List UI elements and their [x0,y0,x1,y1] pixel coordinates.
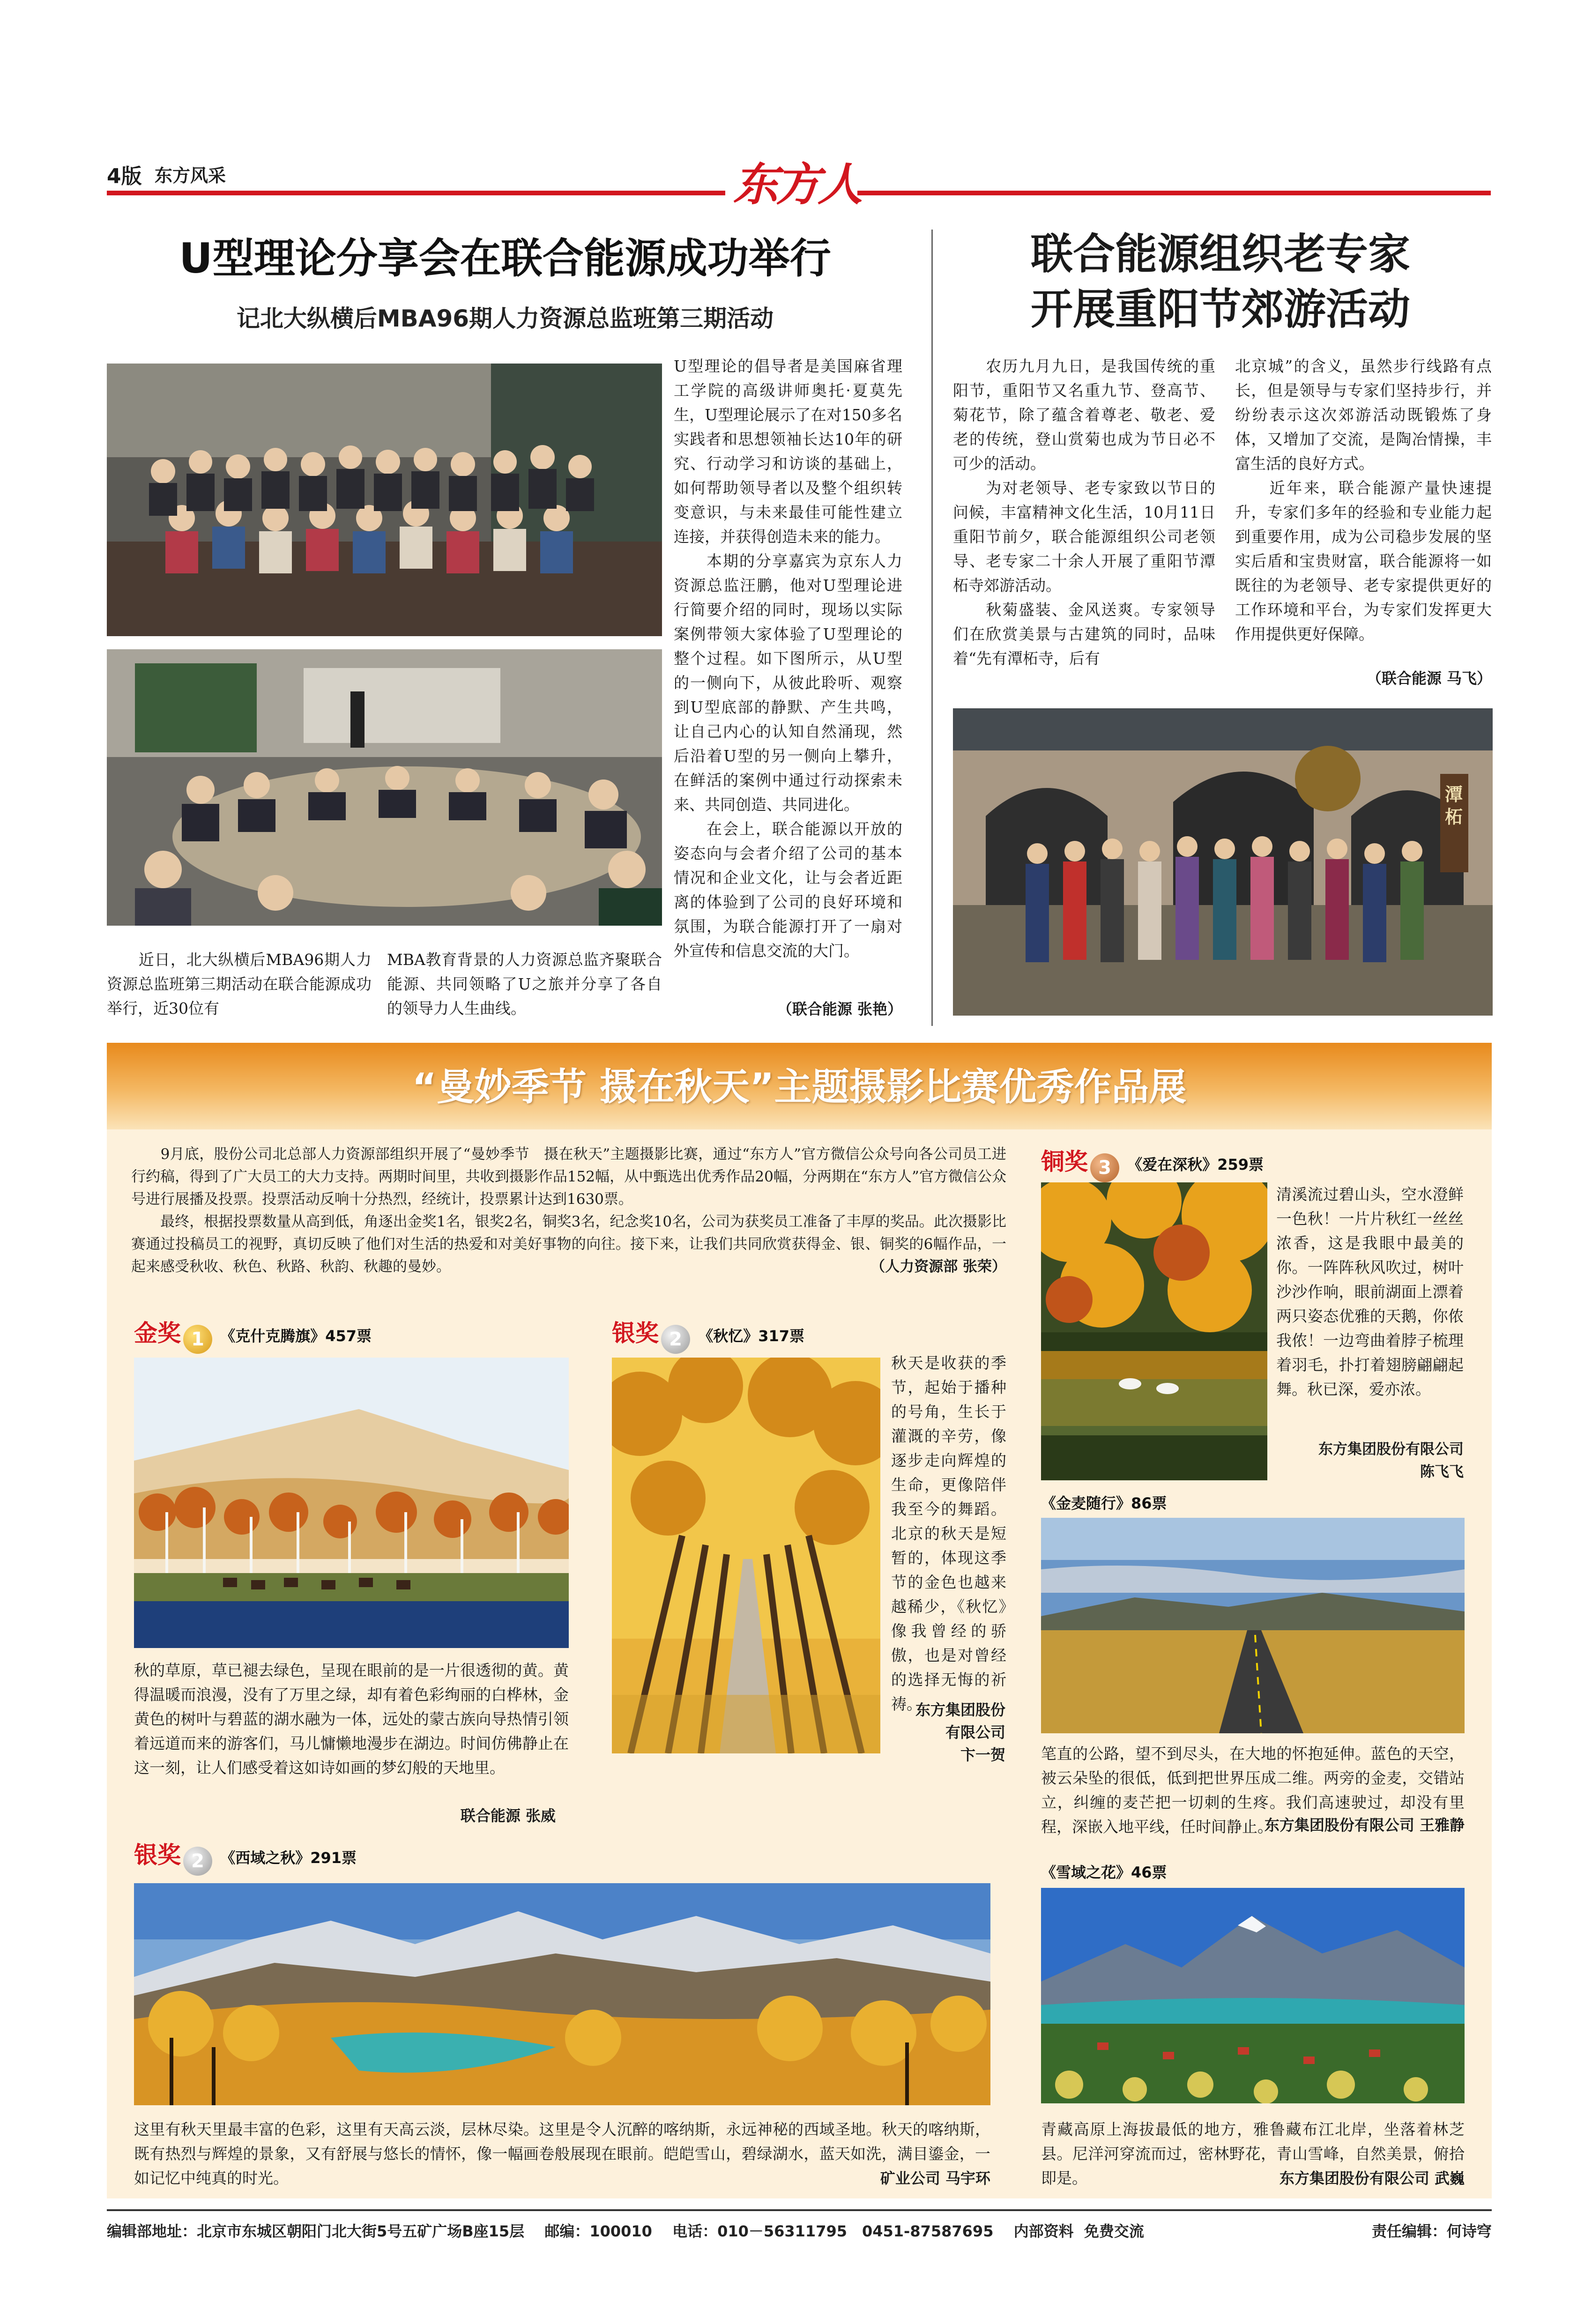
footer-rule [107,2209,1492,2211]
article2-title-line2: 开展重阳节郊游活动 [1031,285,1410,334]
meeting-photo [107,649,662,926]
article2-title-line1: 联合能源组织老专家 [1031,230,1410,279]
header-rule-left [107,191,725,195]
silver1-label: 银奖 [612,1320,659,1347]
contest-intro-byline: （人力资源部 张荣） [870,1258,1006,1275]
temple-sign-text: 潭柘 [1445,784,1463,827]
temple-group-photo [953,708,1493,1016]
contest-banner [107,1043,1492,1129]
silver2-award-heading [134,1836,357,1876]
bronze1-byline-line1: 东方集团股份有限公司 [1318,1441,1464,1458]
bronze3-description: 青藏高原上海拔最低的地方，雅鲁藏布江北岸，坐落着林芝县。尼洋河穿流而过，密林野花，青山雪峰，自然美景，俯拾即是。 [1041,2120,1465,2187]
column-divider [931,230,933,1026]
silver2-work-title: 《西域之秋》291票 [220,1849,357,1867]
contest-banner-title: “曼妙季节 摄在秋天”主题摄影比赛优秀作品展 [412,1065,1187,1109]
group-photo [107,364,662,636]
header-rule-right [857,191,1491,195]
bronze2-work-title: 《金麦随行》86票 [1041,1494,1167,1512]
bronze-medal-icon: 3 [1090,1153,1119,1182]
footer-editor: 责任编辑：何诗穹 [1371,2222,1492,2240]
silver1-photo-autumn-memory [612,1358,880,1753]
article1-right-column: U型理论的倡导者是美国麻省理工学院的高级讲师奥托·夏莫先生，U型理论展示了在对150多名实践者和思想领袖长达10年的研究、行动学习和访谈的基础上，如何帮助领导者以及整个组织转变意识，与未来最佳可能性建立连接，并获得创造未来的能力。 本期的分享嘉宾为京东人力资源总监汪鹏，他对U型理论进行简要介绍的同时，现场以实际案例带领大家体验了U型理论的整个过程。如下图所示，从U型的一侧向下，从彼此聆听、观察到U型底部的静默、产生共鸣，让自己内心的认知自然涌现，然后沿着U型的另一侧向上攀升，在鲜活的案例中通过行动探索未来、共同创造、共同进化。 在会上，联合能源以开放的姿态向与会者介绍了公司的基本情况和企业文化，让与会者近距离的体验到了公司的良好环境和氛围，为联合能源打开了一扇对外宣传和信息交流的大门。 [674,357,902,960]
article1-bottom-column-1: 近日，北大纵横后MBA96期人力资源总监班第三期活动在联合能源成功举行，近30位有 [107,950,372,1017]
article2-title [951,227,1490,337]
gold-label: 金奖 [134,1320,181,1347]
silver1-work-title: 《秋忆》317票 [698,1327,804,1345]
gold-work-title: 《克什克腾旗》457票 [220,1327,372,1345]
gold-photo-hexigten [134,1358,569,1648]
contest-intro: 9月底，股份公司北总部人力资源部组织开展了“曼妙季节 摄在秋天”主题摄影比赛，通过“东方人”官方微信公众号向各公司员工进行约稿，得到了广大员工的大力支持。两期时间里，共收到摄影作品152幅，从中甄选出优秀作品20幅，分两期在“东方人”官方微信公众号进行展播及投票。投票活动反响十分热烈，经统计，投票累计达到1630票。 最终，根据投票数量从高到低，角逐出金奖1名，银奖2名，铜奖3名，纪念奖10名，公司为获奖员工准备了丰厚的奖品。此次摄影比赛通过投稿员工的视野，真切反映了他们对生活的热爱和对美好事物的向往。接下来，让我们共同欣赏获得金、银、铜奖的6幅作品，一起来感受秋收、秋色、秋路、秋韵、秋趣的曼妙。 [131,1146,1006,1275]
bronze2-photo-golden-wheat [1041,1518,1465,1733]
article1-byline: （联合能源 张艳） [777,1000,902,1018]
silver1-medal-icon: 2 [661,1325,690,1354]
bronze3-byline: 东方集团股份有限公司 武巍 [1279,2169,1465,2187]
article2-column-2: 北京城”的含义，虽然步行线路有点长，但是领导与专家们坚持步行，并纷纷表示这次郊游活动既锻炼了身体，又增加了交流，是陶冶情操，丰富生活的良好方式。 近年来，联合能源产量快速提升，专家们多年的经验和专业能力起到重要作用，成为公司稳步发展的坚实后盾和宝贵财富，联合能源将一如既往的为老领导、老专家提供更好的工作环境和平台，为专家们发挥更大作用提供更好保障。 [1235,357,1492,643]
silver1-byline-line2: 有限公司 [945,1723,1005,1741]
gold-award-heading [134,1314,372,1354]
silver1-byline-line3: 卞一贺 [960,1746,1005,1764]
bronze-label: 铜奖 [1041,1148,1088,1175]
bronze1-byline-line2: 陈飞飞 [1420,1463,1464,1480]
gold-description: 秋的草原，草已褪去绿色，呈现在眼前的是一片很透彻的黄。黄得温暖而浪漫，没有了万里之绿，却有着色彩绚丽的白桦林，金黄色的树叶与碧蓝的湖水融为一体，远处的蒙古族向导热情引领着远道而来的游客们，马儿慵懒地漫步在湖边。时间仿佛静止在这一刻，让人们感受着这如诗如画的梦幻般的天地里。 [134,1661,569,1777]
silver2-byline: 矿业公司 马宇环 [880,2169,990,2187]
bronze3-work-title: 《雪域之花》46票 [1041,1864,1167,1881]
bronze3-photo-snow-flower [1041,1888,1465,2103]
footer-address: 编辑部地址：北京市东城区朝阳门北大街5号五矿广场B座15层 邮编：100010 电话：010－56311795 0451-87587695 内部资料 免费交流 [107,2222,1144,2240]
bronze2-description: 笔直的公路，望不到尽头，在大地的怀抱延伸。蓝色的天空，被云朵坠的很低，低到把世界压成二维。两旁的金麦，交错站立，纠缠的麦芒把一切刺的生疼。我们高速驶过，却没有里程，深嵌入地平线，任时间静止。 [1041,1745,1465,1836]
bronze1-description: 清溪流过碧山头，空水澄鲜一色秋！一片片秋红一丝丝浓香，这是我眼中最美的你。一阵阵秋风吹过，树叶沙沙作响，眼前湖面上漂着两只姿态优雅的天鹅，你侬我侬！一边弯曲着脖子梳理着羽毛，扑打着翅膀翩翩起舞。秋已深，爱亦浓。 [1276,1185,1464,1398]
silver2-label: 银奖 [134,1841,181,1869]
bronze-award-heading [1041,1143,1264,1182]
silver1-byline [881,1699,1005,1766]
silver1-byline-line1: 东方集团股份 [915,1701,1005,1719]
page-number: 4版 [107,164,142,188]
silver2-photo-western-autumn [134,1883,990,2105]
silver1-description: 秋天是收获的季节，起始于播种的号角，生长于灌溉的辛劳，像逐步走向辉煌的生命，更像陪伴我至今的舞蹈。北京的秋天是短暂的，体现这季节的金色也越来越稀少，《秋忆》像我曾经的骄傲，也是对曾经的选择无悔的祈祷。 [891,1354,1006,1713]
gold-byline: 联合能源 张威 [460,1807,556,1825]
section-name: 东方风采 [155,165,226,186]
article2-byline: （联合能源 马飞） [1366,669,1492,687]
article1-bottom-column-2: MBA教育背景的人力资源总监齐聚联合能源、共同领略了U之旅并分享了各自的领导力人生曲线。 [387,950,662,1017]
silver2-description: 这里有秋天里最丰富的色彩，这里有天高云淡，层林尽染。这里是令人沉醉的喀纳斯，永远神秘的西域圣地。秋天的喀纳斯，既有热烈与辉煌的景象，又有舒展与悠长的情怀，像一幅画卷般展现在眼前。皑皑雪山，碧绿湖水，蓝天如洗，满目鎏金，一如记忆中纯真的时光。 [134,2120,990,2187]
gold-medal-icon: 1 [183,1325,212,1354]
silver1-award-heading [612,1314,804,1354]
bronze1-work-title: 《爱在深秋》259票 [1127,1156,1264,1173]
bronze1-photo-love-late-autumn [1041,1182,1267,1480]
bronze2-byline: 东方集团股份有限公司 王雅静 [1264,1816,1465,1834]
article1-title: U型理论分享会在联合能源成功举行 [179,234,831,282]
article1-subtitle: 记北大纵横后MBA96期人力资源总监班第三期活动 [236,305,774,332]
masthead-logo: 东方人 [733,158,860,211]
bronze1-byline [1265,1438,1464,1483]
silver2-medal-icon: 2 [183,1847,212,1876]
article2-column-1: 农历九月九日，是我国传统的重阳节，重阳节又名重九节、登高节、菊花节，除了蕴含着尊老、敬老、爱老的传统，登山赏菊也成为节日必不可少的活动。 为对老领导、老专家致以节日的问候，丰富精神文化生活，10月11日重阳节前夕，联合能源组织公司老领导、老专家二十余人开展了重阳节潭柘寺郊游活动。 秋菊盛装、金风送爽。专家领导们在欣赏美景与古建筑的同时，品味着“先有潭柘寺，后有 [953,357,1215,668]
